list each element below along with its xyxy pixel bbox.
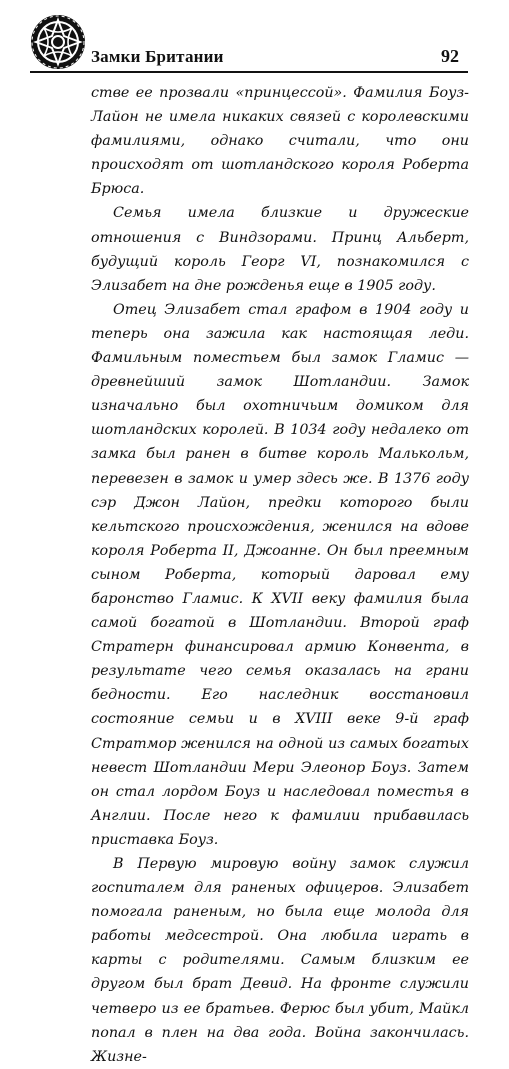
paragraph: Семья имела близкие и дружеские отношения с Виндзорами. Принц Альберт, будущий король Георг VI, познакомился с Элизабет на дне рожденья еще в 1905 году. xyxy=(91,205,469,294)
header-rule xyxy=(30,71,468,73)
paragraph: В Первую мировую войну замок служил госпиталем для раненых офицеров. Элизабет помогала раненым, но была еще молода для работы медсестрой. Она любила играть в карты с родителями. Самым близким ее другом был брат Девид. На фронте служили четверо из ее братьев. Ферюс был убит, Майкл попал в плен на два года. Война закончилась. Жизне- xyxy=(91,856,469,1065)
paragraph: Отец Элизабет стал графом в 1904 году и теперь она зажила как настоящая леди. Фамильным поместьем был замок Гламис — древнейший замок Шотландии. Замок изначально был охотничьим домиком для шотландских королей. В 1034 году недалеко от замка был ранен в битве король Малькольм, перевезен в замок и умер здесь же. В 1376 году сэр Джон Лайон, предки которого были кельтского происхождения, женился на вдове короля Роберта II, Джоанне. Он был преемным сыном Роберта, который даровал ему баронство Гламис. К XVII веку фамилия была самой богатой в Шотландии. Второй граф Стратерн финансировал армию Конвента, в результате чего семья оказалась на грани бедности. Его наследник восстановил состояние семьи и в XVIII веке 9-й граф Стратмор женился на одной из самых богатых невест Шотландии Мери Элеонор Боуз. Затем он стал лордом Боуз и наследовал поместья в Англии. После него к фамилии прибавилась приставка Боуз. xyxy=(91,301,469,848)
celtic-knot-emblem-icon xyxy=(30,14,86,70)
body-text xyxy=(91,81,469,1069)
page-number: 92 xyxy=(441,46,459,66)
page-header xyxy=(0,0,509,80)
running-title: Замки Британии xyxy=(91,47,224,66)
paragraph-continued: стве ее прозвали «принцессой». Фамилия Боуз-Лайон не имела никаких связей с королевскими фамилиями, однако считали, что они происходят от шотландского короля Роберта Брюса. xyxy=(91,85,469,198)
